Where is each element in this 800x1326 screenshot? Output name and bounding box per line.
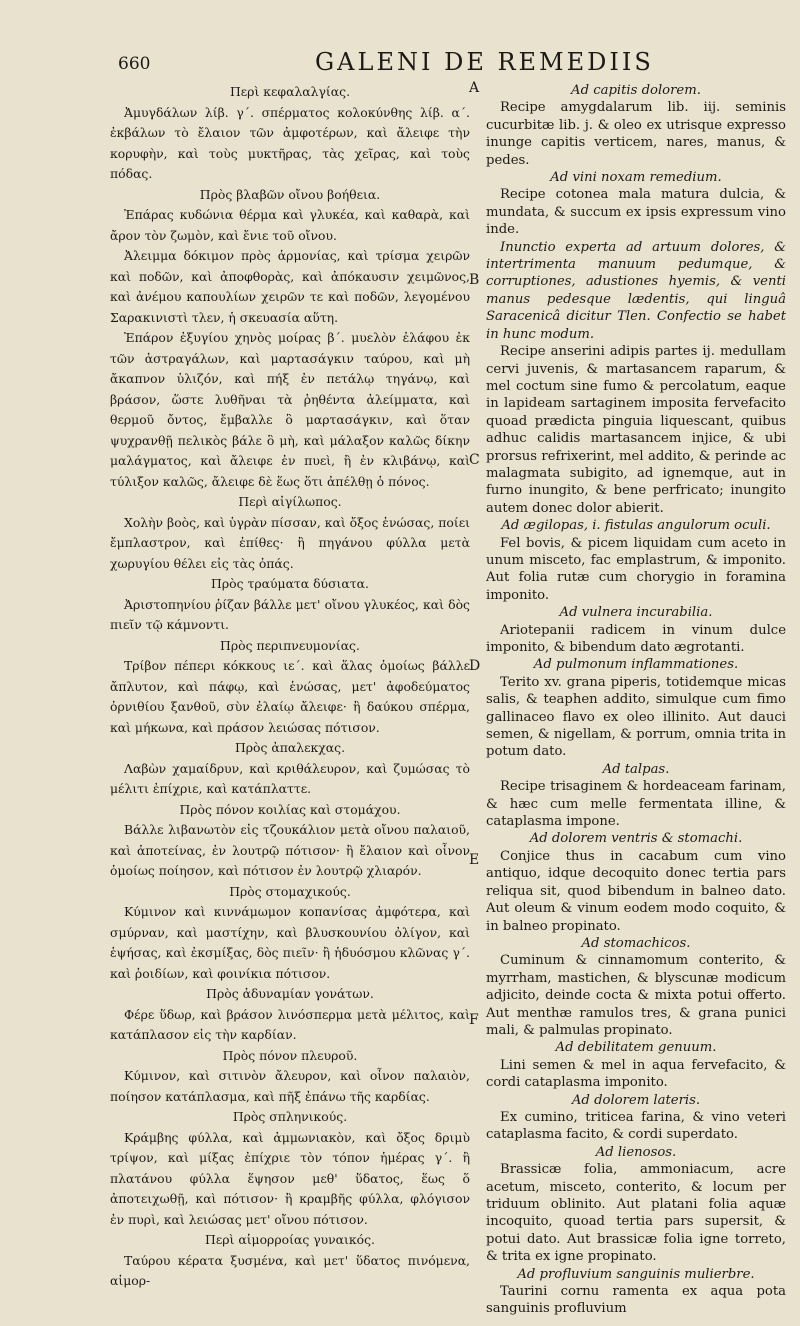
latin-heading: Ad stomachicos. [581, 935, 691, 951]
greek-heading: Πρὸς βλαβῶν οἴνου βοήθεια. [199, 186, 381, 202]
greek-paragraph: Ἐπάρας κυδώνια θέρμα καὶ γλυκέα, καὶ καθαρὰ, καὶ ἄρον τὸν ζωμὸν, καὶ ἔνιε τοῦ οἴνου. [110, 207, 470, 243]
greek-heading: Πρὸς ἀπαλεκχας. [234, 740, 346, 755]
latin-paragraph: Recipe trisaginem & hordeaceam farinam, & hæc cum melle fermentata illine, & cataplasma impone. [486, 779, 786, 830]
latin-paragraph: Taurini cornu ramenta ex aqua pota sanguinis profluvium [486, 1284, 786, 1317]
margin-letter: B [469, 272, 480, 288]
greek-heading: Πρὸς πόνον πλευροῦ. [222, 1047, 358, 1063]
running-title: GALENI DE REMEDIIS [315, 48, 654, 76]
latin-heading: Ad ægilopas, i. fistulas angulorum oculi. [501, 518, 771, 534]
latin-paragraph: Lini semen & mel in aqua fervefacito, & cordi cataplasma imponito. [486, 1057, 786, 1091]
latin-paragraph: Recipe anserini adipis partes ij. medullam cervi juvenis, & martasancem raparum, & mel coctum sine fumo & percolatum, eaque in lapideam sartaginem imposita fervefacito quoad prædicta pinguia liquescant, quibus adhuc calidis martasancem injice, & ubi prorsus refrixerint, mel addito, & perinde ac malagmata subigito, ad ignemque, aut in furno inungito, & bene perfricato; inungito autem donec dolor abierit. [486, 344, 786, 516]
latin-paragraph: Ex cumino, triticea farina, & vino veteri cataplasma facito, & cordi superdato. [486, 1109, 786, 1143]
latin-heading: Ad vini noxam remedium. [550, 170, 722, 186]
latin-paragraph: Ariotepanii radicem in vinum dulce imponito, & bibendum dato ægrotanti. [486, 622, 786, 655]
latin-heading: Ad dolorem ventris & stomachi. [529, 831, 743, 847]
greek-paragraph: Ἀριστοπηνίου ῥίζαν βάλλε μετ' οἴνου γλυκέος, καὶ δὸς πιεῖν τῷ κάμνοντι. [110, 596, 470, 632]
greek-heading: Περὶ κεφαλαλγίας. [229, 84, 351, 99]
latin-paragraph: Recipe amygdalarum lib. iij. seminis cucurbitæ lib. j. & oleo ex utrisque expresso inunge capitis verticem, nares, manus, & pedes. [486, 100, 786, 168]
greek-paragraph: Τρίβον πέπερι κόκκους ιε΄. καὶ ἅλας ὁμοίως βάλλε ἄπλυτον, καὶ πάφῳ, καὶ ἑνώσας, μετ' ἀφοδεύματος ὀρνιθίου ξανθοῦ, σὺν ἐλαίῳ ἄλειφε· ἢ δαύκου σπέρμα, καὶ μήκωνα, καὶ πράσον λειώσας πότισον. [110, 658, 470, 735]
greek-heading: Πρὸς σπληνικούς. [232, 1109, 348, 1124]
latin-paragraph: Brassicæ folia, ammoniacum, acre acetum, misceto, conterito, & locum per triduum oblinito. Aut platani folia aquæ incoquito, quoad tertia pars supersit, & potui dato. Aut brassicæ folia igne torreto, & trita ex igne propinato. [486, 1162, 786, 1265]
margin-letter: C [469, 452, 480, 468]
latin-heading: Ad vulnera incurabilia. [559, 605, 713, 621]
latin-heading: Ad debilitatem genuum. [555, 1040, 717, 1056]
latin-paragraph: Conjice thus in cacabum cum vino antiquo, idque decoquito donec tertia pars reliqua sit, quod bibendum in balneo dato. Aut oleum & vinum eodem modo coquito, & in balneo propinato. [486, 848, 786, 934]
greek-heading: Πρὸς τραύματα δύσιατα. [211, 576, 369, 591]
page-number: 660 [118, 54, 151, 74]
greek-paragraph: Λαβὼν χαμαίδρυν, καὶ κριθάλευρον, καὶ ζυμώσας τὸ μέλιτι ἐπίχριε, καὶ κατάπλαττε. [110, 760, 470, 796]
greek-paragraph: Ἀλειμμα δόκιμον πρὸς ἁρμονίας, καὶ τρίσμα χειρῶν καὶ ποδῶν, καὶ ἀποφθορὰς, καὶ ἀπόκαυσιν χειμῶνος, καὶ ἀνέμου καπουλίων χειρῶν τε καὶ ποδῶν, λεγομένου Σαρακινιστὶ τλεν, ἡ σκευασία αὕτη. [110, 248, 470, 325]
page-header [0, 48, 800, 78]
greek-paragraph: Χολὴν βοὸς, καὶ ὑγρὰν πίσσαν, καὶ ὄξος ἑνώσας, ποίει ἔμπλαστρον, καὶ ἐπίθες· ἢ πηγάνου φύλλα μετὰ χωρυγίου θέλει εἰς τὰς ὀπάς. [110, 514, 470, 571]
margin-letter: D [469, 658, 481, 674]
latin-paragraph: Inunctio experta ad artuum dolores, & intertrimenta manuum pedumque, & corruptiones, adustiones hyemis, & venti manus pedesque lædentis, qui linguâ Saracenicâ dicitur Tlen. Confectio se habet in hunc modum. [486, 239, 786, 342]
greek-heading: Πρὸς περιπνευμονίας. [220, 637, 360, 653]
greek-paragraph: Ἀμυγδάλων λίβ. γ΄. σπέρματος κολοκύνθης λίβ. α΄. ἐκβάλων τὸ ἔλαιον τῶν ἀμφοτέρων, καὶ ἄλειφε τὴν κορυφὴν, καὶ τοὺς μυκτῆρας, τὰς χεῖρας, καὶ τοὺς πόδας. [110, 104, 470, 181]
greek-heading: Περὶ αἰγίλωπος. [238, 494, 342, 509]
greek-heading: Περὶ αἱμορροίας γυναικός. [205, 1232, 375, 1247]
latin-heading: Ad pulmonum inflammationes. [533, 657, 739, 673]
greek-paragraph: Ταύρου κέρατα ξυσμένα, καὶ μετ' ὕδατος πινόμενα, αἱμορ- [110, 1252, 470, 1288]
greek-paragraph: Φέρε ὕδωρ, καὶ βράσον λινόσπερμα μετὰ μέλιτος, καὶ κατάπλασον εἰς τὴν καρδίαν. [110, 1006, 470, 1042]
greek-heading: Πρὸς ἀδυναμίαν γονάτων. [206, 986, 374, 1001]
margin-letter: A [469, 80, 480, 96]
greek-heading: Πρὸς πόνον κοιλίας καὶ στομάχου. [179, 801, 401, 817]
margin-letter: F [469, 1012, 479, 1028]
latin-heading: Ad dolorem lateris. [571, 1092, 701, 1108]
latin-paragraph: Terito xv. grana piperis, totidemque micas salis, & teaphen addito, simulque cum fimo gallinaceo flavo ex oleo illinito. Aut dauci semen, & nigellam, & porrum, omnia trita in potum dato. [486, 674, 786, 760]
latin-paragraph: Fel bovis, & picem liquidam cum aceto in unum misceto, fac emplastrum, & imponito. Aut folia rutæ cum chorygio in foramina imponito. [486, 535, 786, 603]
latin-heading: Ad profluvium sanguinis mulierbre. [517, 1266, 755, 1282]
greek-heading: Πρὸς στομαχικούς. [229, 883, 351, 899]
latin-heading: Ad capitis dolorem. [571, 83, 701, 98]
greek-paragraph: Κύμινον καὶ κιννάμωμον κοπανίσας ἀμφότερα, καὶ σμύρναν, καὶ μαστίχην, καὶ βλυσκουνίου ὀλίγον, καὶ ἑψήσας, καὶ ἐκσμίξας, δὸς πιεῖν· ἢ ἡδυόσμου κλῶνας γ΄. καὶ ῥοιδίων, καὶ φοινίκια πότισον. [110, 904, 470, 981]
latin-heading: Ad talpas. [602, 761, 670, 777]
greek-paragraph: Ἐπάρον ἐξυγίου χηνὸς μοίρας β΄. μυελὸν ἐλάφου ἐκ τῶν ἀστραγάλων, καὶ μαρτασάγκιν ταύρου, καὶ μὴ ἄκαπνον ὑλιζόν, καὶ πήξ ἐν πετάλῳ τηγάνῳ, καὶ βράσον, ὥστε λυθῆναι τὰ ῥηθέντα ἀλείμματα, καὶ θερμοῦ ὄντος, ἔμβαλλε ὃ μαρτασάγκιν, καὶ ὅταν ψυχρανθῇ πελικὸς βάλε ὃ μὴ, καὶ μάλαξον καλῶς δίκην μαλάγματος, καὶ ἄλειφε ἐν πυεὶ, ἢ ἐν κλιβάνῳ, καὶ τύλιξον καλῶς, ἄλειφε δὲ ἕως ὅτι ἀπέλθῃ ὁ πόνος. [110, 330, 470, 489]
latin-column [486, 82, 786, 1318]
greek-column [110, 82, 470, 1292]
margin-letter: E [469, 852, 480, 868]
latin-paragraph: Cuminum & cinnamomum conterito, & myrrham, mastichen, & blyscunæ modicum adjicito, deinde cocta & mixta potui offerto. Aut menthæ ramulos tres, & grana punici mali, & palmulas propinato. [486, 953, 786, 1038]
greek-paragraph: Βάλλε λιβανωτὸν εἰς τζουκάλιον μετὰ οἴνου παλαιοῦ, καὶ ἀποτείνας, ἐν λουτρῷ πότισον· ἢ ἔλαιον καὶ οἶνον ὁμοίως ποίησον, καὶ πότισον ἐν λουτρῷ χλιαρόν. [110, 822, 470, 878]
greek-paragraph: Κράμβης φύλλα, καὶ ἀμμωνιακὸν, καὶ ὄξος δριμὺ τρίψον, καὶ μίξας ἐπίχριε τὸν τόπον ἡμέρας γ΄. ἢ πλατάνου φύλλα ἕψησον μεθ' ὕδατος, ἕως ὅ ἀποτειχωθῇ, καὶ πότισον· ἢ κραμβῆς φύλλα, φλόγισον ἐν πυρὶ, καὶ λειώσας μετ' οἴνου πότισον. [110, 1129, 470, 1227]
greek-paragraph: Κύμινον, καὶ σιτινὸν ἄλευρον, καὶ οἶνον παλαιὸν, ποίησον κατάπλασμα, καὶ πῆξ ἐπάνω τῆς καρδίας. [110, 1068, 470, 1104]
latin-paragraph: Recipe cotonea mala matura dulcia, & mundata, & succum ex ipsis expressum vino inde. [486, 187, 786, 238]
latin-heading: Ad lienosos. [595, 1144, 677, 1160]
